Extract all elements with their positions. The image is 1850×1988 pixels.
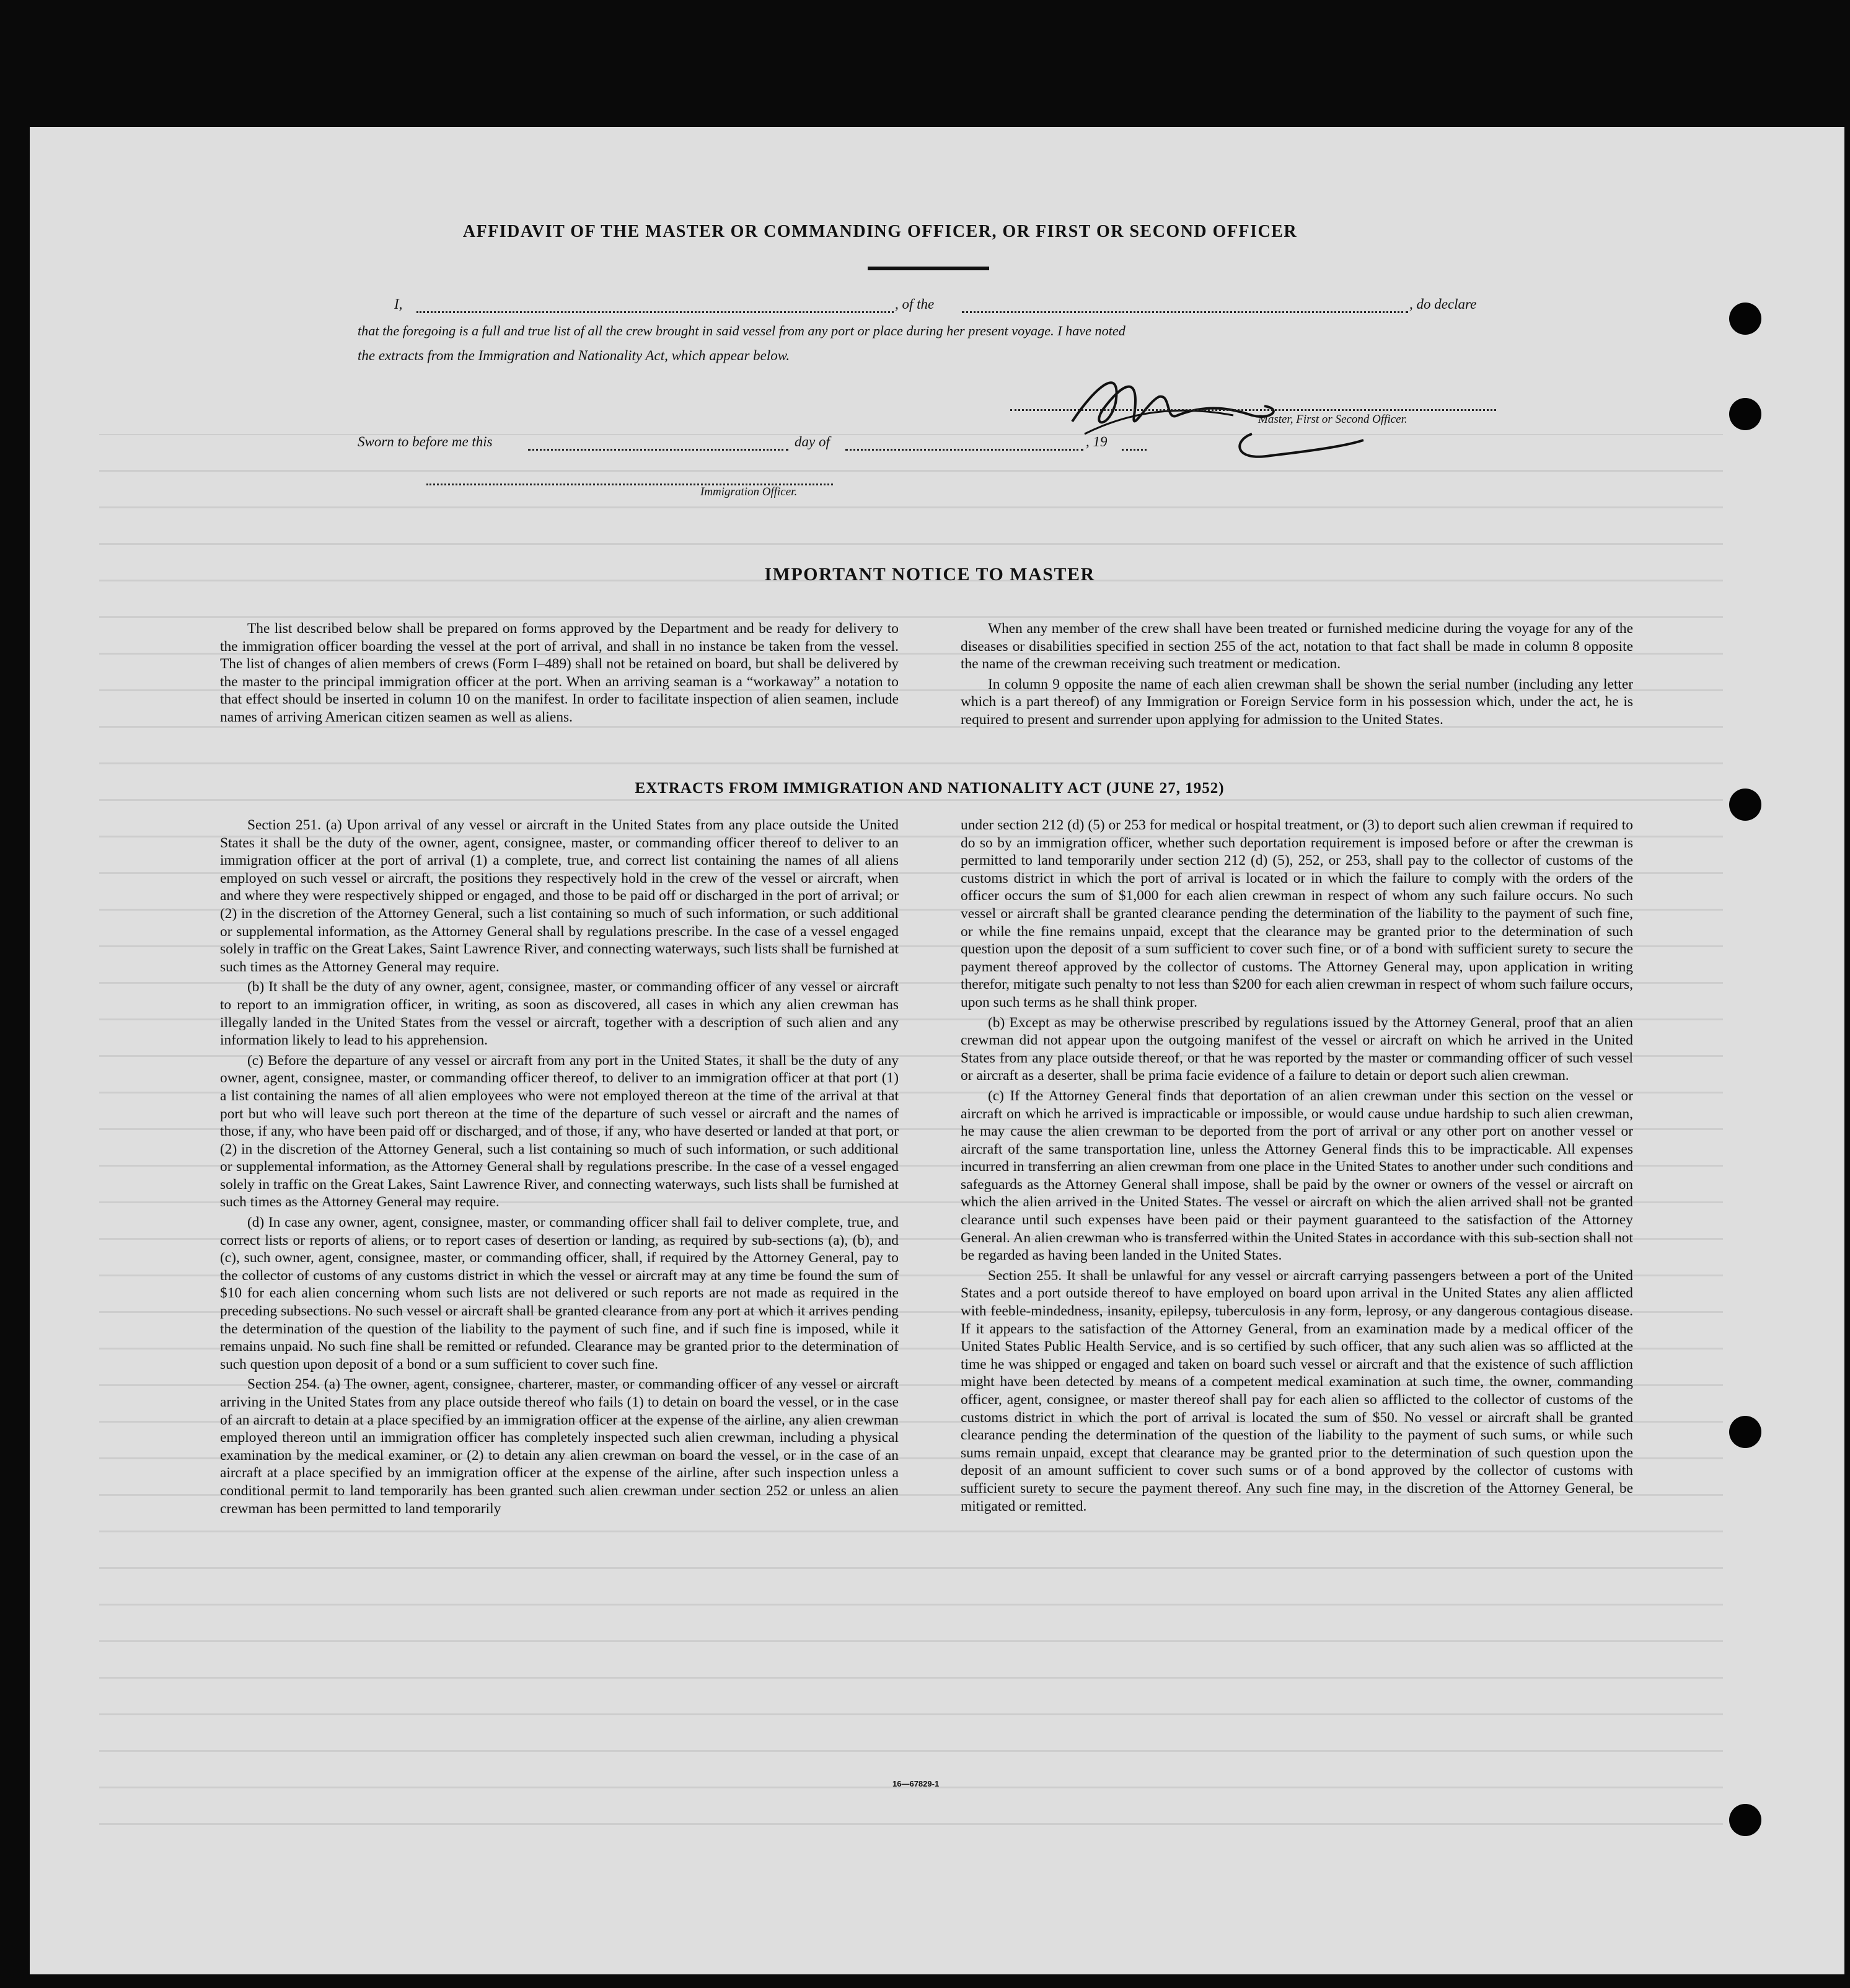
sworn-label: Sworn to before me this xyxy=(358,434,493,449)
form-number: 16—67829-1 xyxy=(892,1779,940,1788)
year-label: , 19 xyxy=(1086,434,1108,449)
master-label: Master, First or Second Officer. xyxy=(1258,413,1407,426)
section-paragraph: (b) It shall be the duty of any owner, agent, consignee, master, or commanding officer of any vessel or aircraft to report to an immigration officer, in writing, as soon as discovered, all cases in which any alien crewman has illegally landed in the United States from the vessel or aircraft, together with a description of such alien and any information likely to lead to his apprehension. xyxy=(220,979,899,1049)
affidavit-line2: that the foregoing is a full and true list of all the crew brought in said vessel from any port or place during her present voyage. I have noted xyxy=(358,323,1125,338)
section-paragraph: (c) Before the departure of any vessel or aircraft from any port in the United States, it shall be the duty of any owner, agent, consignee, master, or commanding officer thereof, to deliver to an immigration officer at that port (1) a list containing the names of all alien employees who were not employed thereon at the time of the arrival at that port but who will leave such port thereon at the time of the departure of such vessel or aircraft and the names of those, if any, who have been paid off or discharged, and of those, if any, who have deserted or landed at that port, or (2) in the discretion of the Attorney General, such a list containing so much of such information, or such additional or supplemental information, as the Attorney General shall by regulations prescribe. In the case of a vessel engaged solely in traffic on the Great Lakes, Saint Lawrence River, and connecting waterways, such lists shall be furnished at such times as the Attorney General may require. xyxy=(220,1052,899,1211)
extracts-left-column xyxy=(220,816,899,1520)
section-paragraph: Section 254. (a) The owner, agent, consignee, charterer, master, or commanding officer of any vessel or aircraft arriving in the United States from any place outside thereof who fails (1) to detain on board the vessel, or in the case of an aircraft to detain at a place specified by an immigration officer at the expense of the airline, any alien crewman employed thereon until an immigration officer has completely inspected such alien crewman, including a physical examination by the medical examiner, or (2) to detain any alien crewman on board the vessel, or in the case of an aircraft at a place specified by an immigration officer at the expense of the airline, after such inspection unless a conditional permit to land temporarily has been granted such alien crewman under section 252 or unless an alien crewman has been permitted to land temporarily xyxy=(220,1376,899,1517)
section-paragraph: under section 212 (d) (5) or 253 for medical or hospital treatment, or (3) to deport such alien crewman if required to do so by an immigration officer, whether such deportation requirement is imposed before or after the crewman is permitted to land temporarily under section 212 (d) (5), 252, or 253, shall pay to the collector of customs of the customs district in which the port of arrival is located or in which the failure to comply with the orders of the officer occurs the sum of $1,000 for each alien crewman in respect of whom any such failure occurs. No such vessel or aircraft shall be granted clearance pending the determination of the liability to the payment of such fine, or while the fine remains unpaid, except that the clearance may be granted prior to the determination of such question upon the deposit of a sum sufficient to cover such fine, or of a bond with sufficient surety to secure the payment thereof approved by the collector of customs. The Attorney General may, upon application in writing therefor, mitigate such penalty to not less than $200 for each alien crewman in respect of whom such failure occurs, upon such terms as he shall think proper. xyxy=(961,817,1633,1010)
affidavit-line3: the extracts from the Immigration and Nationality Act, which appear below. xyxy=(358,348,790,363)
punch-hole xyxy=(1729,1804,1761,1836)
year-blank xyxy=(1122,449,1147,451)
affidavit-of-the-label: , of the xyxy=(895,296,935,312)
month-blank xyxy=(845,449,1083,451)
vessel-blank xyxy=(962,311,1408,313)
notice-right-column xyxy=(961,620,1633,731)
master-signature-line xyxy=(1010,409,1496,411)
section-paragraph: Section 255. It shall be unlawful for any vessel or aircraft carrying passengers between a port of the United States and a port outside thereof to have employed on board upon arrival in the United States any alien afflicted with feeble-mindedness, insanity, epilepsy, tuberculosis in any form, leprosy, or any dangerous contagious disease. If it appears to the satisfaction of the Attorney General, from an examination made by a medical officer of the United States Public Health Service, and is so certified by such officer, that any such alien was so afflicted at the time he was shipped or engaged and taken on board such vessel or aircraft and that the existence of such affliction might have been detected by means of a competent medical examination at such time, the owner, commanding officer, agent, consignee, or master thereof shall pay for each alien so afflicted to the collector of customs of the customs district in which the port of arrival is located the sum of $50. No vessel or aircraft shall be granted clearance pending the determination of the question of the liability to the payment of such sums, or while such sums remain unpaid, except that clearance may be granted prior to the determination of such question upon the deposit of an amount sufficient to cover such sums or of a bond approved by the collector of customs with sufficient surety to secure the payment thereof. Any such fine may, in the discretion of the Attorney General, be mitigated or remitted. xyxy=(961,1267,1633,1514)
notice-paragraph: When any member of the crew shall have been treated or furnished medicine during the voyage for any of the diseases or disabilities specified in section 255 of the act, notation to that fact shall be made in column 8 opposite the name of the crewman receiving such treatment or medication. xyxy=(961,621,1633,673)
day-blank xyxy=(528,449,788,451)
notice-left-column xyxy=(220,620,899,729)
punch-hole xyxy=(1729,789,1761,821)
notice-paragraph: The list described below shall be prepared on forms approved by the Department and be ready for delivery to the immigration officer boarding the vessel at the port of arrival, and shall in no instance be taken from the vessel. The list of changes of alien members of crews (Form I–489) shall not be retained on board, but shall be delivered by the master to the principal immigration officer at the port. When an arriving seaman is a “workaway” a notation to that effect should be inserted in column 10 on the manifest. In order to facilitate inspection of alien seamen, include names of arriving American citizen seamen as well as aliens. xyxy=(220,621,899,725)
extracts-title: EXTRACTS FROM IMMIGRATION AND NATIONALITY ACT (JUNE 27, 1952) xyxy=(635,780,1225,797)
section-paragraph: (c) If the Attorney General finds that deportation of an alien crewman under this section on the vessel or aircraft on which he arrived is impracticable or impossible, or would cause undue hardship to such alien crewman, he may cause the alien crewman to be deported from the port of arrival or any other port on another vessel or aircraft of the same transportation line, unless the Attorney General finds this to be impracticable. All expenses incurred in transferring an alien crewman from one place in the United States to another under such conditions and safeguards as the Attorney General shall impose, shall be paid by the owner or owners of the vessel or aircraft on which the alien arrived in the United States. The vessel or aircraft on which the alien arrived shall not be granted clearance until such expenses have been paid or their payment guaranteed to the satisfaction of the Attorney General. An alien crewman who is transferred within the United States in accordance with this sub-section shall not be regarded as having been landed in the United States. xyxy=(961,1087,1633,1264)
punch-hole xyxy=(1729,398,1761,430)
officer-label: Immigration Officer. xyxy=(700,485,798,498)
title-rule xyxy=(868,267,989,270)
notice-paragraph: In column 9 opposite the name of each alien crewman shall be shown the serial number (including any letter which is a part thereof) of any Immigration or Foreign Service form in his possession which, under the act, he is required to present and surrender upon applying for admission to the United States. xyxy=(961,676,1633,728)
section-paragraph: Section 251. (a) Upon arrival of any vessel or aircraft in the United States from any place outside the United States it shall be the duty of the owner, agent, consignee, master, or commanding officer thereof to deliver to an immigration officer at the port of arrival (1) a complete, true, and correct list containing the names of all aliens employed on such vessel or aircraft, the positions they respectively hold in the crew of the vessel or aircraft, when and where they were respectively shipped or engaged, and those to be paid off or discharged in the port of arrival; or (2) in the discretion of the Attorney General, such a list containing so much of such information, or such additional or supplemental information, as the Attorney General shall by regulations prescribe. In the case of a vessel engaged solely in traffic on the Great Lakes, Saint Lawrence River, and connecting waterways, such lists shall be furnished at such times as the Attorney General may require. xyxy=(220,817,899,975)
section-paragraph: (d) In case any owner, agent, consignee, master, or commanding officer shall fail to deliver complete, true, and correct lists or reports of aliens, or to report cases of desertion or landing, as required by sub-sections (a), (b), and (c), such owner, agent, consignee, master, or commanding officer, shall, if required by the Attorney General, pay to the collector of customs of any customs district in which the vessel or aircraft may at any time be found the sum of $10 for each alien concerning whom such lists are not delivered or such reports are not made as required in the preceding subsections. No such vessel or aircraft shall be granted clearance from any port at which it arrives pending the determination of the question of the liability to the payment of such fine, and if such fine is imposed, while it remains unpaid. No such fine shall be remitted or refunded. Clearance may be granted prior to the determination of such question upon deposit of a bond or a sum sufficient to cover such fine. xyxy=(220,1214,899,1372)
affidavit-declare-label: , do declare xyxy=(1409,296,1477,312)
affidavit-title: AFFIDAVIT OF THE MASTER OR COMMANDING OFFICER, OR FIRST OR SECOND OFFICER xyxy=(462,222,1298,241)
punch-hole xyxy=(1729,1416,1761,1448)
punch-hole xyxy=(1729,303,1761,335)
day-of-label: day of xyxy=(795,434,830,449)
affidavit-i-label: I, xyxy=(394,296,403,312)
notice-title: IMPORTANT NOTICE TO MASTER xyxy=(764,564,1095,585)
extracts-right-column xyxy=(961,816,1633,1518)
section-paragraph: (b) Except as may be otherwise prescribed by regulations issued by the Attorney General, proof that an alien crewman did not appear upon the outgoing manifest of the vessel or aircraft on which he arrived in the United States from any place outside thereof, or that he was reported by the master or commanding officer of such vessel or aircraft as a deserter, shall be prima facie evidence of a failure to detain or deport such alien crewman. xyxy=(961,1014,1633,1084)
name-blank xyxy=(416,311,894,313)
